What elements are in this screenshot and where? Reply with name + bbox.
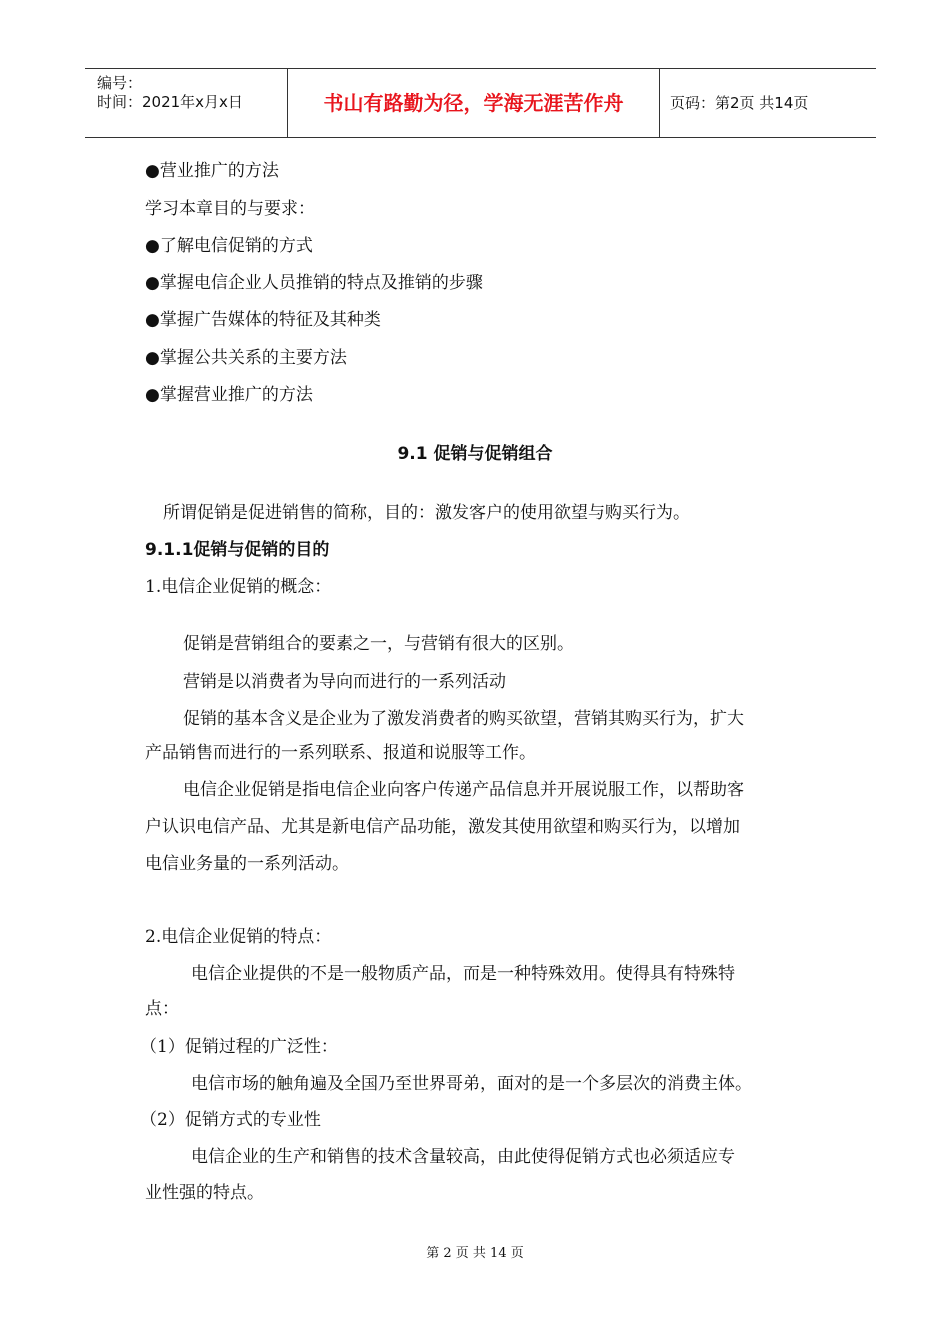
section-title: 9.1 促销与促销组合 — [397, 444, 553, 464]
subitem-title: （1）促销过程的广泛性： — [140, 1037, 338, 1057]
paragraph-line: 电信市场的触角遍及全国乃至世界哥弟，面对的是一个多层次的消费主体。 — [191, 1074, 752, 1094]
bullet-line: ●营业推广的方法 — [145, 161, 279, 181]
header-meta-cell — [85, 69, 288, 137]
paragraph-line: 电信企业提供的不是一般物质产品，而是一种特殊效用。使得具有特殊特 — [191, 964, 735, 984]
bullet-line: ●掌握公共关系的主要方法 — [145, 348, 347, 368]
bullet-line: ●了解电信促销的方式 — [145, 236, 313, 256]
intro-paragraph: 所谓促销是促进销售的简称，目的：激发客户的使用欲望与购买行为。 — [163, 503, 690, 523]
bullet-line: ●掌握广告媒体的特征及其种类 — [145, 310, 381, 330]
item1-title: 1.电信企业促销的概念： — [145, 577, 332, 597]
paragraph-line: 电信企业促销是指电信企业向客户传递产品信息并开展说服工作，以帮助客 — [183, 780, 744, 800]
paragraph-line: 促销是营销组合的要素之一，与营销有很大的区别。 — [183, 634, 574, 654]
paragraph-line: 户认识电信产品、尤其是新电信产品功能，激发其使用欲望和购买行为，以增加 — [145, 817, 740, 837]
header-motto: 书山有路勤为径，学海无涯苦作舟 — [288, 69, 660, 137]
paragraph-line: 业性强的特点。 — [145, 1183, 264, 1203]
subitem-title: （2）促销方式的专业性 — [140, 1110, 321, 1130]
paragraph-line: 电信企业的生产和销售的技术含量较高，由此使得促销方式也必须适应专 — [191, 1147, 735, 1167]
header-page-info: 页码：第2页 共14页 — [670, 94, 809, 112]
paragraph-line: 营销是以消费者为导向而进行的一系列活动 — [183, 672, 506, 692]
paragraph-line: 促销的基本含义是企业为了激发消费者的购买欲望，营销其购买行为，扩大 — [183, 709, 744, 729]
paragraph-line: 电信业务量的一系列活动。 — [145, 854, 349, 874]
page-footer: 第 2 页 共 14 页 — [426, 1246, 524, 1261]
time-label: 时间：2021年x月x日 — [97, 93, 243, 111]
goals-heading: 学习本章目的与要求： — [145, 199, 315, 219]
bullet-line: ●掌握营业推广的方法 — [145, 385, 313, 405]
header-table — [85, 68, 876, 138]
number-label: 编号： — [97, 74, 143, 92]
subsection-title: 9.1.1促销与促销的目的 — [145, 540, 330, 560]
item2-title: 2.电信企业促销的特点： — [145, 927, 332, 947]
bullet-line: ●掌握电信企业人员推销的特点及推销的步骤 — [145, 273, 483, 293]
paragraph-line: 产品销售而进行的一系列联系、报道和说服等工作。 — [145, 743, 536, 763]
paragraph-line: 点： — [145, 999, 179, 1019]
